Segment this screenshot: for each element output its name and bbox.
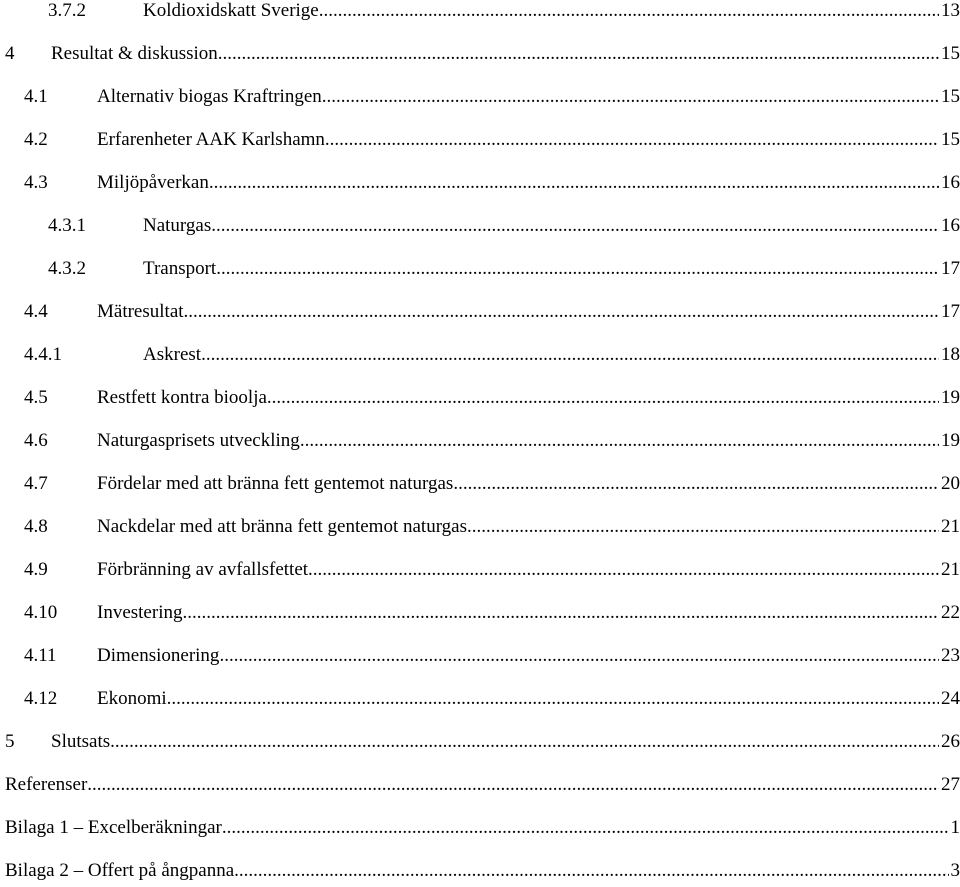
dot-leader bbox=[209, 172, 939, 194]
entry-number: 5 bbox=[5, 731, 15, 752]
entry-title: Bilaga 1 – Excelberäkningar bbox=[5, 817, 222, 838]
entry-page-number: 17 bbox=[941, 258, 960, 279]
toc-entry-referenser[interactable] bbox=[5, 766, 960, 796]
entry-title: Nackdelar med att bränna fett gentemot naturgas bbox=[97, 516, 467, 537]
entry-page-number: 20 bbox=[941, 473, 960, 494]
dot-leader bbox=[184, 301, 939, 323]
entry-number: 4.3.1 bbox=[48, 215, 86, 236]
entry-title: Förbränning av avfallsfettet bbox=[97, 559, 309, 580]
entry-page-number: 13 bbox=[941, 0, 960, 21]
entry-number: 4.4.1 bbox=[24, 344, 62, 365]
dot-leader bbox=[216, 258, 939, 280]
dot-leader bbox=[300, 430, 939, 452]
entry-page-number: 15 bbox=[941, 86, 960, 107]
toc-entry-5[interactable] bbox=[5, 723, 960, 753]
entry-page-number: 19 bbox=[941, 430, 960, 451]
entry-page-number: 26 bbox=[941, 731, 960, 752]
entry-page-number: 24 bbox=[941, 688, 960, 709]
toc-entry-4-7[interactable] bbox=[24, 465, 960, 495]
dot-leader bbox=[322, 86, 939, 108]
entry-number: 4.2 bbox=[24, 129, 48, 150]
entry-page-number: 3 bbox=[950, 860, 960, 881]
entry-title: Naturgas bbox=[143, 215, 212, 236]
entry-number: 4 bbox=[5, 43, 15, 64]
toc-entry-3-7-2[interactable] bbox=[48, 0, 960, 22]
entry-number: 3.7.2 bbox=[48, 0, 86, 21]
dot-leader bbox=[319, 0, 939, 22]
toc-entry-4-3-1[interactable] bbox=[48, 207, 960, 237]
entry-page-number: 16 bbox=[941, 172, 960, 193]
entry-number: 4.3.2 bbox=[48, 258, 86, 279]
entry-page-number: 15 bbox=[941, 43, 960, 64]
toc-entry-bilaga-2[interactable] bbox=[5, 852, 960, 882]
entry-title: Resultat & diskussion bbox=[51, 43, 218, 64]
entry-title: Koldioxidskatt Sverige bbox=[143, 0, 319, 21]
entry-number: 4.6 bbox=[24, 430, 48, 451]
entry-title: Dimensionering bbox=[97, 645, 220, 666]
entry-page-number: 18 bbox=[941, 344, 960, 365]
toc-entry-4-6[interactable] bbox=[24, 422, 960, 452]
dot-leader bbox=[182, 602, 939, 624]
toc-entry-4-5[interactable] bbox=[24, 379, 960, 409]
dot-leader bbox=[467, 516, 939, 538]
dot-leader bbox=[222, 817, 949, 839]
toc-entry-4[interactable] bbox=[5, 35, 960, 65]
dot-leader bbox=[218, 43, 939, 65]
entry-number: 4.4 bbox=[24, 301, 48, 322]
entry-title: Fördelar med att bränna fett gentemot naturgas bbox=[97, 473, 454, 494]
dot-leader bbox=[87, 774, 939, 796]
entry-number: 4.7 bbox=[24, 473, 48, 494]
entry-page-number: 27 bbox=[941, 774, 960, 795]
toc-entry-4-12[interactable] bbox=[24, 680, 960, 710]
toc-entry-4-3-2[interactable] bbox=[48, 250, 960, 280]
toc-entry-4-11[interactable] bbox=[24, 637, 960, 667]
entry-page-number: 17 bbox=[941, 301, 960, 322]
dot-leader bbox=[201, 344, 939, 366]
entry-number: 4.1 bbox=[24, 86, 48, 107]
entry-page-number: 21 bbox=[941, 516, 960, 537]
entry-page-number: 16 bbox=[941, 215, 960, 236]
toc-entry-4-4[interactable] bbox=[24, 293, 960, 323]
entry-number: 4.12 bbox=[24, 688, 58, 709]
entry-title: Investering bbox=[97, 602, 183, 623]
entry-number: 4.11 bbox=[24, 645, 57, 666]
dot-leader bbox=[325, 129, 939, 151]
toc-entry-4-1[interactable] bbox=[24, 78, 960, 108]
entry-page-number: 15 bbox=[941, 129, 960, 150]
toc-entry-4-8[interactable] bbox=[24, 508, 960, 538]
dot-leader bbox=[211, 215, 939, 237]
entry-title: Referenser bbox=[5, 774, 88, 795]
entry-number: 4.9 bbox=[24, 559, 48, 580]
toc-entry-4-10[interactable] bbox=[24, 594, 960, 624]
dot-leader bbox=[267, 387, 939, 409]
dot-leader bbox=[308, 559, 939, 581]
dot-leader bbox=[234, 860, 948, 882]
dot-leader bbox=[110, 731, 939, 753]
dot-leader bbox=[219, 645, 939, 667]
entry-title: Naturgasprisets utveckling bbox=[97, 430, 300, 451]
dot-leader bbox=[167, 688, 939, 710]
entry-title: Miljöpåverkan bbox=[97, 172, 209, 193]
entry-title: Mätresultat bbox=[97, 301, 184, 322]
entry-title: Slutsats bbox=[51, 731, 111, 752]
entry-page-number: 1 bbox=[950, 817, 960, 838]
entry-page-number: 19 bbox=[941, 387, 960, 408]
entry-page-number: 21 bbox=[941, 559, 960, 580]
dot-leader bbox=[453, 473, 939, 495]
toc-entry-bilaga-1[interactable] bbox=[5, 809, 960, 839]
entry-number: 4.10 bbox=[24, 602, 58, 623]
entry-title: Ekonomi bbox=[97, 688, 167, 709]
toc-entry-4-2[interactable] bbox=[24, 121, 960, 151]
entry-page-number: 23 bbox=[941, 645, 960, 666]
entry-number: 4.8 bbox=[24, 516, 48, 537]
toc-entry-4-3[interactable] bbox=[24, 164, 960, 194]
entry-title: Askrest bbox=[143, 344, 202, 365]
entry-title: Erfarenheter AAK Karlshamn bbox=[97, 129, 325, 150]
entry-number: 4.5 bbox=[24, 387, 48, 408]
entry-page-number: 22 bbox=[941, 602, 960, 623]
entry-title: Bilaga 2 – Offert på ångpanna bbox=[5, 860, 235, 881]
toc-entry-4-4-1[interactable] bbox=[24, 336, 960, 366]
toc-entry-4-9[interactable] bbox=[24, 551, 960, 581]
entry-number: 4.3 bbox=[24, 172, 48, 193]
entry-title: Restfett kontra bioolja bbox=[97, 387, 267, 408]
entry-title: Transport bbox=[143, 258, 217, 279]
entry-title: Alternativ biogas Kraftringen bbox=[97, 86, 322, 107]
